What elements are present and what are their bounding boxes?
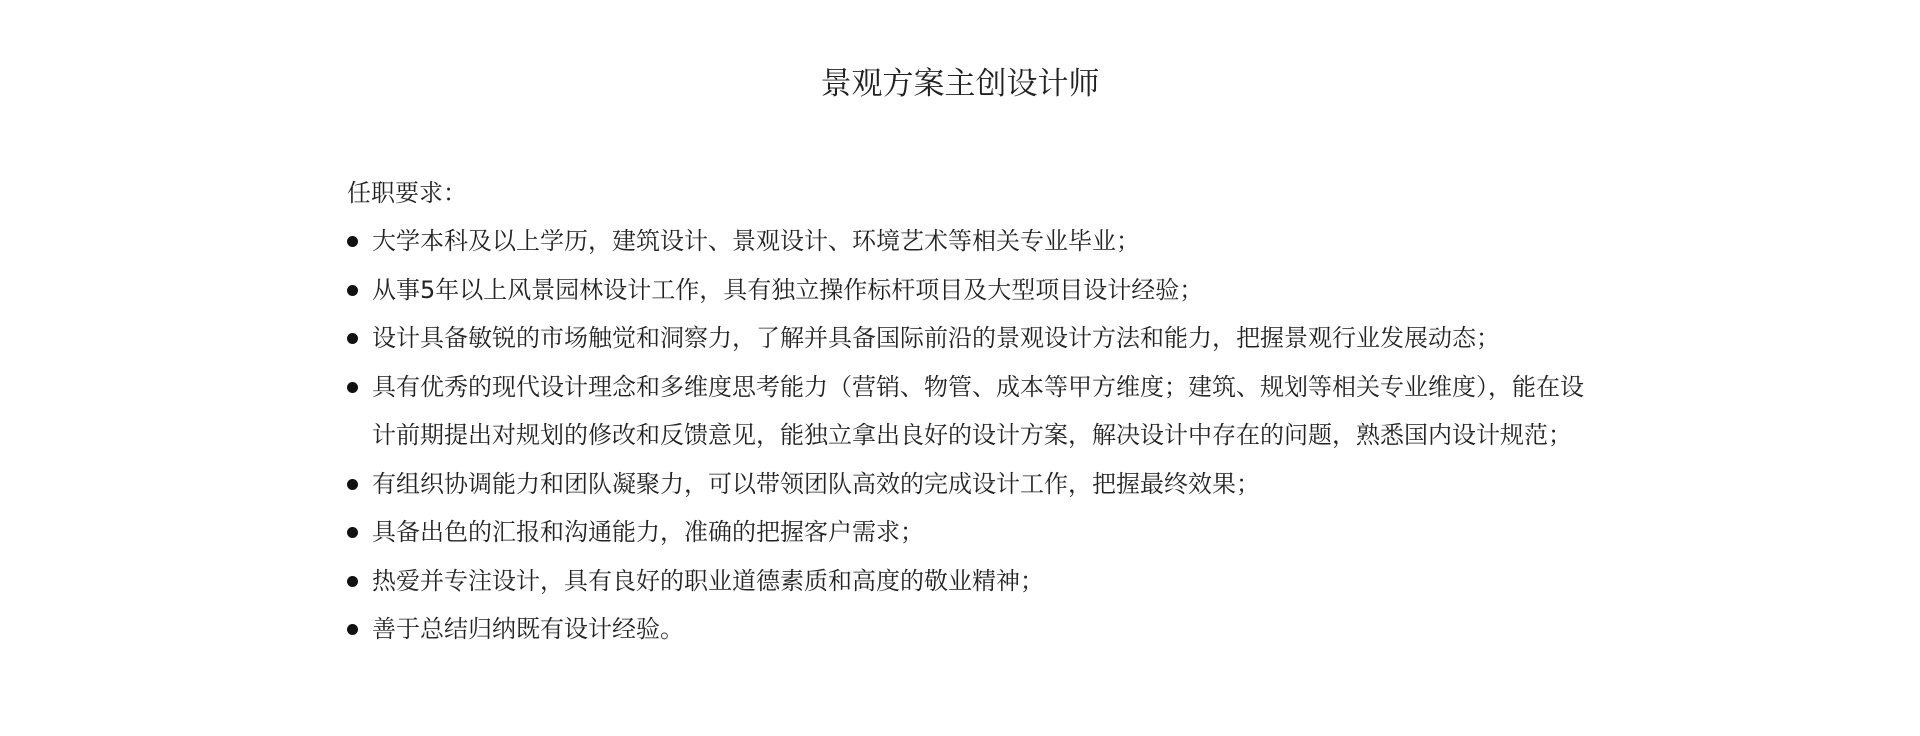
bullet-icon [347,527,358,538]
bullet-icon [347,576,358,587]
page-title: 景观方案主创设计师 [820,66,1100,102]
list-item [347,605,1607,654]
list-item-text: 有组织协调能力和团队凝聚力，可以带领团队高效的完成设计工作，把握最终效果； [372,469,1260,498]
list-item [347,266,1607,315]
bullet-icon [347,333,358,344]
bullet-icon [347,479,358,490]
list-item [347,217,1607,266]
list-item-text: 具有优秀的现代设计理念和多维度思考能力（营销、物管、成本等甲方维度；建筑、规划等相关专业维度），能在设计前期提出对规划的修改和反馈意见，能独立拿出良好的设计方案，解决设计中存在的问题，熟悉国内设计规范； [372,372,1584,449]
list-item [347,508,1607,557]
bullet-icon [347,236,358,247]
list-item [347,314,1607,363]
list-item-text: 善于总结归纳既有设计经验。 [372,615,684,643]
bullet-icon [347,382,358,393]
list-item-text: 设计具备敏锐的市场触觉和洞察力，了解并具备国际前沿的景观设计方法和能力，把握景观行业发展动态； [372,324,1500,352]
bullet-icon [347,624,358,635]
bullet-icon [347,285,358,296]
list-item [347,460,1607,509]
list-item-text: 从事5年以上风景园林设计工作，具有独立操作标杆项目及大型项目设计经验； [372,275,1204,304]
list-item-text: 热爱并专注设计，具有良好的职业道德素质和高度的敬业精神； [372,566,1044,595]
list-item [347,557,1607,606]
section-label: 任职要求： [347,179,467,207]
list-item [347,363,1607,460]
requirements-section [347,169,1607,654]
requirements-list [347,217,1607,654]
list-item-text: 大学本科及以上学历，建筑设计、景观设计、环境艺术等相关专业毕业； [372,227,1140,255]
list-item-text: 具备出色的汇报和沟通能力，准确的把握客户需求； [372,518,924,546]
